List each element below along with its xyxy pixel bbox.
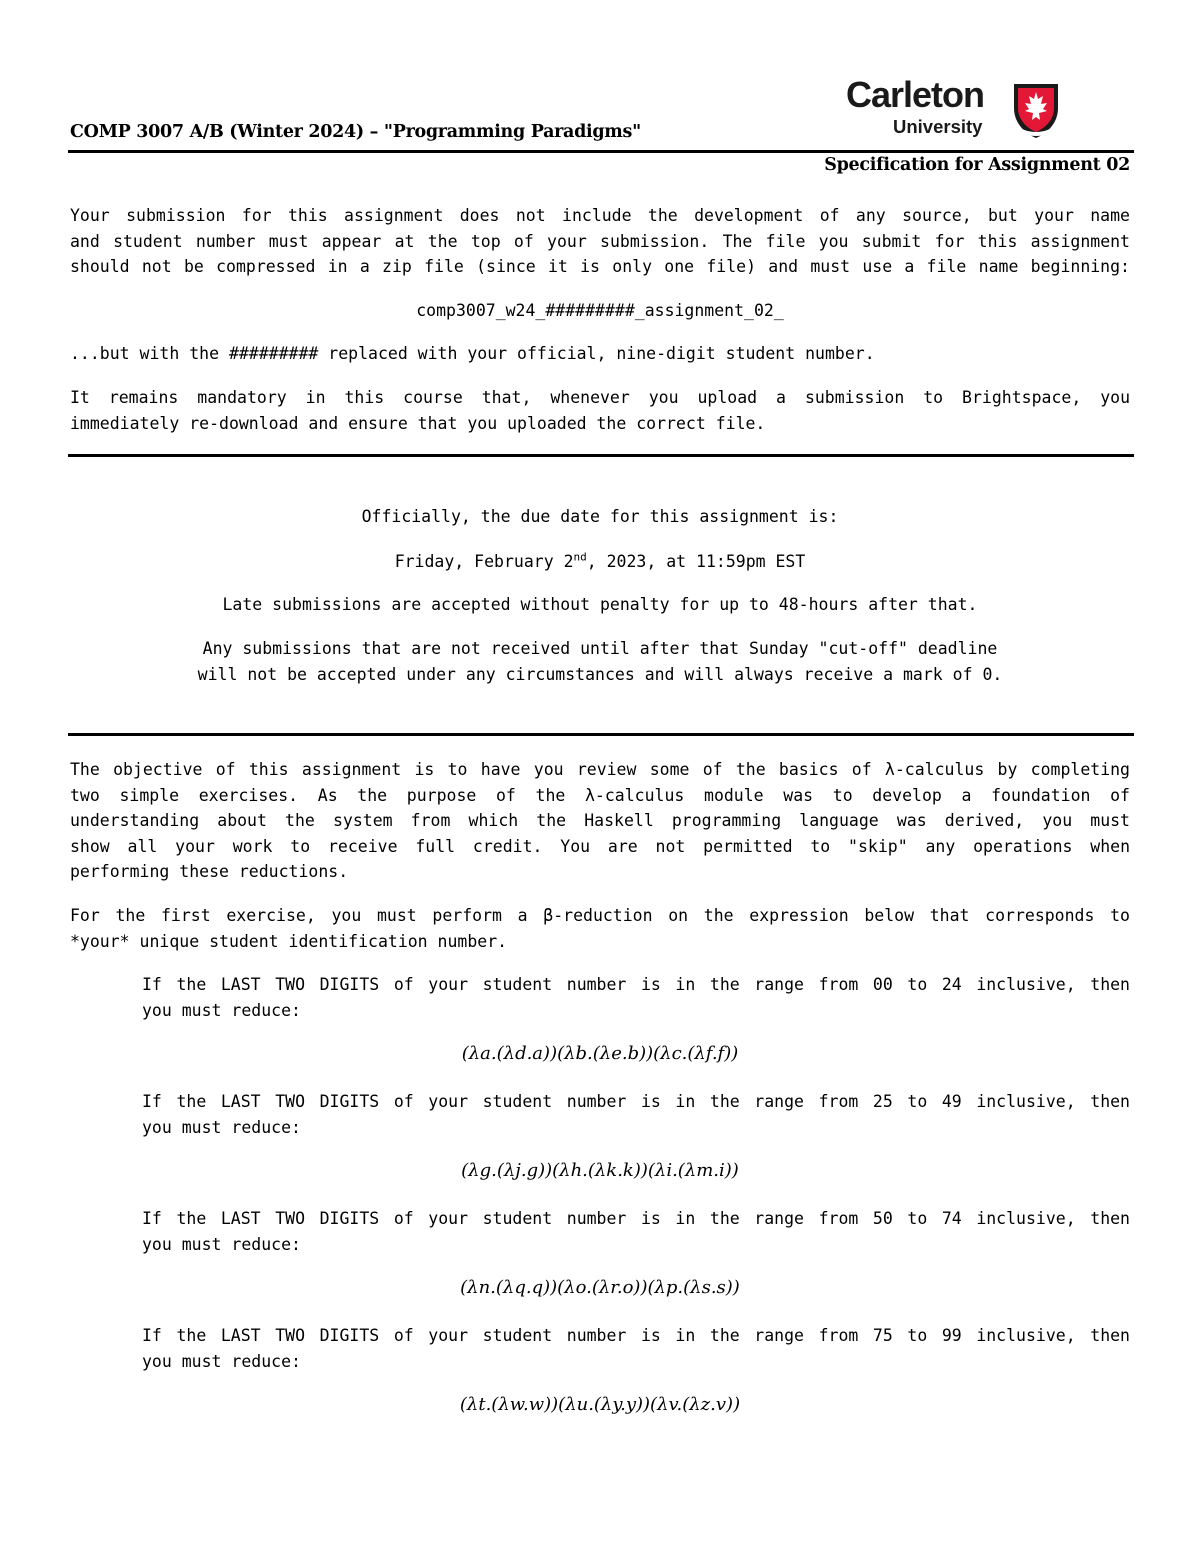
text-line: For the first exercise, you must perform a β-reduction on the expression below that corresponds to	[70, 906, 1130, 925]
text-line: It remains mandatory in this course that, whenever you upload a submission to Brightspace, you	[70, 388, 1130, 407]
late-policy: Late submissions are accepted without penalty for up to 48-hours after that.	[222, 595, 978, 614]
lambda-expression: (λt.(λw.w))(λu.(λy.y))(λv.(λz.v))	[459, 1394, 741, 1415]
due-intro: Officially, the due date for this assignment is:	[361, 507, 839, 526]
range-item	[142, 1323, 1130, 1374]
text-line: should not be compressed in a zip file (since it is only one file) and must use a file name beginning:	[70, 257, 1130, 276]
text-line: Your submission for this assignment does not include the development of any source, but your name	[70, 206, 1130, 225]
due-date	[70, 549, 1130, 575]
logo-subtitle: University	[893, 116, 983, 137]
filename-pattern: comp3007_w24_#########_assignment_02_	[416, 301, 784, 320]
text-line: The objective of this assignment is to have you review some of the basics of λ-calculus by completing	[70, 760, 1130, 779]
range-instruction: you must reduce:	[142, 1117, 301, 1137]
lambda-expression: (λg.(λj.g))(λh.(λk.k))(λi.(λm.i))	[461, 1160, 739, 1181]
due-date-time: , 2023, at 11:59pm EST	[586, 552, 806, 571]
range-item	[142, 1206, 1130, 1257]
due-date-text: Friday, February 2	[394, 552, 574, 571]
due-date-suffix: nd	[573, 550, 587, 564]
text-line: *your* unique student identification number.	[70, 931, 508, 951]
section-rule	[68, 733, 1134, 736]
range-condition: If the LAST TWO DIGITS of your student number is in the range from 25 to 49 inclusive, then	[142, 1092, 1130, 1111]
lambda-expression: (λn.(λq.q))(λo.(λr.o))(λp.(λs.s))	[460, 1277, 740, 1298]
range-item	[142, 1089, 1130, 1140]
submission-paragraph	[70, 203, 1130, 280]
text-line: performing these reductions.	[70, 862, 349, 881]
text-line: two simple exercises. As the purpose of the λ-calculus module was to develop a foundation of	[70, 785, 1130, 805]
logo-wordmark: Carleton	[846, 74, 985, 115]
objective-paragraph	[70, 757, 1130, 885]
range-instruction: you must reduce:	[142, 1000, 301, 1020]
section-rule	[68, 454, 1134, 457]
text-line: Any submissions that are not received until after that Sunday "cut-off" deadline	[202, 639, 998, 658]
range-instruction: you must reduce:	[142, 1351, 301, 1371]
range-instruction: you must reduce:	[142, 1234, 301, 1254]
text-line: understanding about the system from which the Haskell programming language was derived, you must	[70, 811, 1130, 830]
lambda-expression: (λa.(λd.a))(λb.(λe.b))(λc.(λf.f))	[461, 1043, 739, 1064]
text-line: and student number must appear at the top of your submission. The file you submit for this assignment	[70, 231, 1130, 251]
course-title: COMP 3007 A/B (Winter 2024) – "Programming Paradigms"	[70, 122, 641, 142]
range-condition: If the LAST TWO DIGITS of your student number is in the range from 50 to 74 inclusive, then	[142, 1209, 1130, 1228]
replace-note: ...but with the ######### replaced with your official, nine-digit student number.	[70, 344, 875, 363]
spec-title: Specification for Assignment 02	[824, 155, 1130, 175]
shield-icon	[1012, 82, 1060, 140]
cutoff-paragraph	[70, 636, 1130, 687]
text-line: show all your work to receive full credit. You are not permitted to "skip" any operations when	[70, 836, 1130, 856]
text-line: will not be accepted under any circumstances and will always receive a mark of 0.	[197, 664, 1003, 684]
carleton-logo	[846, 74, 1066, 144]
first-exercise-paragraph	[70, 903, 1130, 954]
mandatory-paragraph	[70, 385, 1130, 436]
range-condition: If the LAST TWO DIGITS of your student number is in the range from 75 to 99 inclusive, then	[142, 1326, 1130, 1345]
text-line: immediately re-download and ensure that you uploaded the correct file.	[70, 413, 766, 433]
range-condition: If the LAST TWO DIGITS of your student number is in the range from 00 to 24 inclusive, then	[142, 975, 1130, 994]
range-item	[142, 972, 1130, 1023]
header-rule	[68, 150, 1134, 153]
